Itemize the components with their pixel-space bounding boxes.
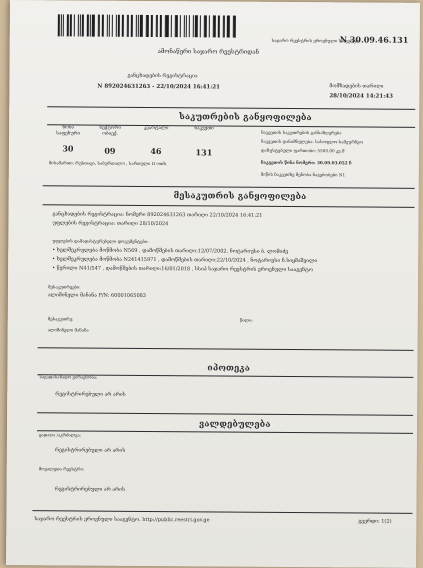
- barcode-bar: [176, 15, 178, 37]
- seizure-label: ყადაღა /აკრძალვა:: [38, 432, 82, 438]
- owners-label: მესაკუთრეები:: [47, 284, 81, 290]
- basis-item: • წერილი N41/547 , დამოწმების თარიღი:16/01/2018 , სსიპ საჯარო რეესტრის ეროვნული სააგენტო: [52, 265, 313, 274]
- owner-right-date: უფლების რეგისტრაცია: თარიღი 28/10/2024: [52, 220, 169, 228]
- barcode-bar: [78, 14, 79, 36]
- application-reg-label: განცხადების რეგისტრაცია: [127, 72, 198, 80]
- barcode-bar: [108, 15, 110, 37]
- barcode-bar: [140, 15, 143, 37]
- barcode-bar: [166, 15, 169, 37]
- column-header-parcel: ნაკვეთი: [194, 126, 214, 132]
- barcode-bar: [160, 15, 162, 37]
- divider: [37, 430, 413, 434]
- document-title: ამონაწერი საჯარო რეესტრიდან: [157, 48, 260, 56]
- column-header-sector: სექტორი ობიექ.: [99, 125, 121, 137]
- barcode-bar: [69, 14, 72, 36]
- mortgage-subject-value: რეგისტრირებული არ არის: [55, 391, 126, 398]
- divider: [32, 510, 412, 514]
- barcode-bar: [203, 15, 204, 37]
- basis-item: • ხელშეკრულება მოწმობა N569 , დამოწმების თარიღი:12/07/2002, ნოტარიუსი ბ. ლომიძე: [52, 247, 289, 255]
- share-label: წილი:: [239, 317, 253, 323]
- barcode-caption: საჯარო რეესტრის ეროვნული სააგენტო: [271, 37, 360, 44]
- barcode-bar: [128, 15, 129, 37]
- barcode-bar: [212, 15, 213, 37]
- barcode-bar: [214, 15, 216, 37]
- barcode-bar: [157, 15, 158, 37]
- barcode-bar: [97, 15, 98, 37]
- barcode-bar: [200, 15, 201, 37]
- document-page: [6, 0, 420, 568]
- barcode-bar: [116, 15, 117, 37]
- mortgage-section-title: იპოთეკა: [207, 363, 250, 374]
- property-detail: ნაკვეთის წინა ნომერი: 30.09.03.052 ჩ: [260, 159, 352, 166]
- barcode-bar: [135, 15, 136, 37]
- document-number: N 30.09.46.131: [339, 34, 409, 45]
- barcode-bar: [147, 15, 149, 37]
- barcode-bar: [195, 15, 198, 37]
- divider: [37, 412, 413, 416]
- debtor-label: მოვალეთა რეესტრი:: [38, 466, 85, 472]
- barcode-bar: [224, 15, 225, 37]
- divider: [43, 204, 415, 208]
- column-header-zone: ზონა საფეხური: [56, 125, 81, 136]
- barcode-bar: [222, 15, 223, 37]
- barcode-bar: [58, 14, 60, 36]
- debts-section-title: ვალდებულება: [199, 419, 271, 430]
- prepared-date-value: 28/10/2024 14:21:43: [329, 93, 393, 100]
- divider: [38, 347, 414, 351]
- barcode: [58, 14, 238, 37]
- barcode-bar: [183, 15, 185, 37]
- barcode-bar: [155, 15, 156, 37]
- property-detail: ნაკვეთის საკუთრების განსაზღვრება: [261, 129, 342, 136]
- barcode-bar: [227, 16, 230, 38]
- barcode-bar: [174, 15, 175, 37]
- barcode-bar: [180, 15, 181, 37]
- barcode-bar: [186, 15, 187, 37]
- barcode-bar: [131, 15, 133, 37]
- property-detail: ნაკვეთის დანიშნულება: სასოფლო-სამეურნეო: [261, 138, 363, 145]
- barcode-bar: [82, 15, 84, 37]
- barcode-bar: [122, 15, 124, 37]
- barcode-bar: [79, 14, 80, 36]
- property-detail: მიწის ნაკვეთზე შენობა-ნაგებობები N1: [260, 171, 346, 178]
- barcode-bar: [89, 15, 90, 37]
- holder-name: ალიშინელი მანანა: [47, 327, 89, 333]
- owner-registration: განცხადების რეგისტრაცია: ნომერი 892024631263 თარიღი 22/10/2024 16:41:21: [52, 211, 263, 219]
- holder-label: მესაკუთრე:: [47, 316, 74, 322]
- debtor-value: რეგისტრირებული არ არის: [54, 486, 126, 493]
- barcode-bar: [151, 15, 153, 37]
- seizure-value: რეგისტრირებული არ არის: [54, 447, 126, 454]
- owner-section-title: მესაკუთრის განყოფილება: [173, 191, 307, 203]
- divider: [47, 106, 415, 110]
- cadastral-parcel: 131: [195, 147, 213, 158]
- barcode-bar: [99, 15, 100, 37]
- column-header-quarter: კვარტალი: [143, 125, 169, 132]
- property-section-title: საკუთრების განყოფილება: [179, 112, 312, 124]
- barcode-bar: [63, 14, 64, 36]
- barcode-bar: [218, 15, 220, 37]
- barcode-bar: [60, 14, 61, 36]
- barcode-bar: [102, 15, 104, 37]
- mortgage-subject-label: საგადასახადო გირავნობა:: [39, 374, 98, 380]
- barcode-bar: [92, 15, 95, 37]
- cadastral-sector: 09: [104, 145, 116, 156]
- barcode-bar: [112, 15, 113, 37]
- footer-agency-link: საჯარო რეესტრის ეროვნული სააგენტო. http://public.reestri.gov.ge: [34, 516, 210, 524]
- barcode-bar: [209, 15, 210, 37]
- basis-item: • ხელშეკრულება მოწმობა N241415971 , დამოწმების თარიღი:22/10/2024 , ნოტარიუსი ნ.სიყმაშვილი: [52, 256, 318, 265]
- barcode-bar: [137, 15, 138, 37]
- barcode-bar: [171, 15, 172, 37]
- barcode-bar: [232, 16, 233, 38]
- barcode-bar: [67, 14, 69, 36]
- barcode-bar: [107, 15, 108, 37]
- barcode-bar: [74, 14, 75, 36]
- barcode-bar: [164, 15, 165, 37]
- footer-page-number: გვერდი: 1(2): [358, 518, 392, 525]
- divider: [43, 185, 415, 189]
- barcode-bar: [189, 15, 190, 37]
- property-address: მისამართი: რუსთავი, საბურთალო , სართული II ოთხ.: [48, 160, 168, 167]
- barcode-bar: [205, 15, 207, 37]
- basis-label: უფლების დამადასტურებელი დოკუმენტები:: [52, 238, 149, 244]
- barcode-bar: [126, 15, 127, 37]
- cadastral-quarter: 46: [150, 145, 162, 157]
- cadastral-zone: 30: [62, 143, 74, 154]
- owner-name-id: ალიშინელი მანანა P/N: 60001065083: [47, 292, 147, 299]
- application-reg-value: N 892024631263 - 22/10/2024 16:41:21: [97, 83, 220, 91]
- property-detail: დაზუსტებული ფართობი: 5500.00 კვ.მ: [260, 147, 345, 154]
- barcode-bar: [193, 15, 195, 37]
- prepared-date-label: მომზადების თარიღი: [329, 83, 384, 90]
- barcode-bar: [87, 15, 89, 37]
- barcode-bar: [145, 15, 146, 37]
- barcode-bar: [234, 16, 236, 38]
- barcode-bar: [117, 15, 120, 37]
